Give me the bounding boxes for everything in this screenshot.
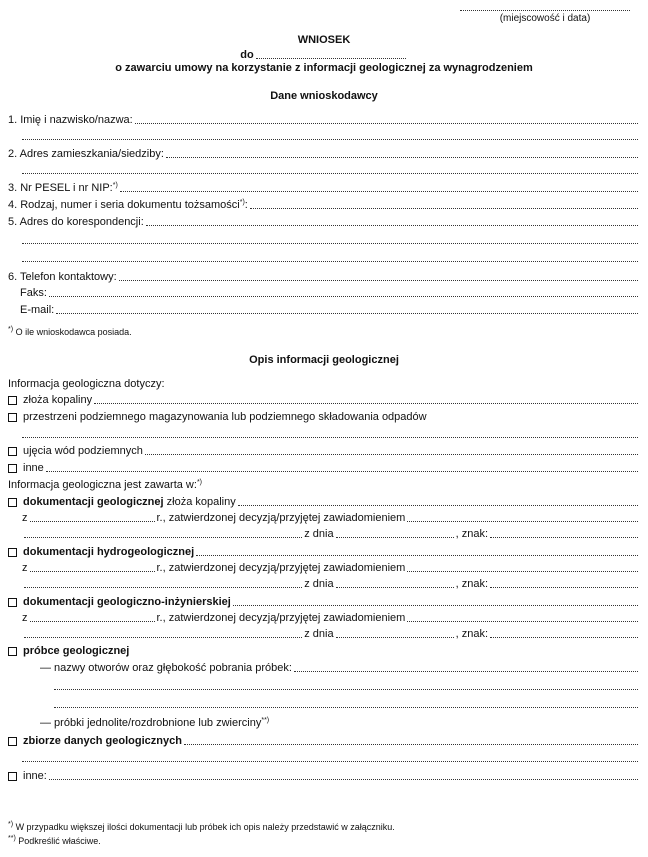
water-label: ujęcia wód podziemnych [23,445,143,457]
doc-geo-date-row [22,510,640,524]
pesel-field[interactable] [120,181,638,192]
storage-row [8,409,640,423]
address-field[interactable] [166,147,638,158]
address-label: 2. Adres zamieszkania/siedziby: [8,148,164,160]
form-subtitle: o zawarciu umowy na korzystanie z informacji geologicznej za wynagrodzeniem [115,62,533,74]
document-field[interactable] [250,198,638,209]
doc-eng-date-field[interactable] [336,627,454,638]
sample-label: próbce geologicznej [23,645,130,657]
sample-holes-label: — nazwy otworów oraz głębokość pobrania próbek: [40,662,292,674]
dataset-field-2[interactable] [22,751,638,762]
email-row [20,302,640,316]
name-label: 1. Imię i nazwisko/nazwa: [8,114,133,126]
storage-field[interactable] [22,427,638,438]
deposit-checkbox[interactable] [8,396,17,405]
pesel-label: 3. Nr PESEL i nr NIP:*) [8,182,118,194]
name-field-2[interactable] [22,129,638,140]
phone-field[interactable] [119,270,638,281]
sample-checkbox[interactable] [8,647,17,656]
footnote-1: *) W przypadku większej ilości dokumentacji lub próbek ich opis należy przedstawić w załączniku. [8,821,395,832]
doc-hydro-approved-field[interactable] [407,561,638,572]
applicant-heading: Dane wnioskodawcy [270,90,378,102]
doc-eng-approved-field[interactable] [407,611,638,622]
sample-holes-field[interactable] [294,661,638,672]
other-concern-row [8,460,640,474]
doc-geo-date-field[interactable] [336,527,454,538]
doc-eng-row [8,594,640,608]
doc-hydro-approved-label: r., zatwierdzonej decyzją/przyjętej zawiadomieniem [156,562,406,574]
other-field[interactable] [49,769,638,780]
doc-geo-sign-row [22,526,640,540]
dataset-row [8,733,640,747]
concerns-label: Informacja geologiczna dotyczy: [8,378,165,390]
other-concern-field[interactable] [46,461,638,472]
doc-eng-z-label: z [22,612,28,624]
dataset-row-2 [20,750,640,764]
correspondence-field-2[interactable] [22,233,638,244]
addressee-line [0,48,648,61]
dataset-checkbox[interactable] [8,737,17,746]
contained-row [8,477,640,491]
storage-label: przestrzeni podziemnego magazynowania lub podziemnego składowania odpadów [23,411,427,423]
contained-label: Informacja geologiczna jest zawarta w:*) [8,479,202,491]
doc-eng-sign-row [22,626,640,640]
addressee-label: do [240,49,254,61]
doc-geo-decision-field[interactable] [24,527,302,538]
sample-holes-row-2 [52,678,640,692]
doc-geo-znak-label: , znak: [455,528,488,540]
sample-holes-field-3[interactable] [54,697,638,708]
doc-hydro-year-field[interactable] [30,561,155,572]
doc-eng-date-row [22,610,640,624]
footnote-2: **) Podkreślić właściwe. [8,835,101,846]
doc-hydro-date-row [22,560,640,574]
sample-row [8,643,640,657]
place-date-block [460,2,630,24]
doc-geo-year-field[interactable] [30,511,155,522]
concerns-row [8,376,640,390]
name-field[interactable] [135,113,638,124]
correspondence-field-3[interactable] [22,251,638,262]
correspondence-row-2 [20,232,640,246]
other-concern-label: inne [23,462,44,474]
deposit-field[interactable] [94,393,638,404]
doc-hydro-znak-label: , znak: [455,578,488,590]
doc-eng-field[interactable] [233,595,638,606]
pesel-row [8,180,640,194]
water-field[interactable] [145,444,638,455]
addressee-field[interactable] [256,48,406,59]
doc-hydro-sign-row [22,576,640,590]
address-row [8,146,640,160]
other-row [8,768,640,782]
storage-checkbox[interactable] [8,413,17,422]
sample-holes-field-2[interactable] [54,679,638,690]
doc-eng-approved-label: r., zatwierdzonej decyzją/przyjętej zawiadomieniem [156,612,406,624]
deposit-label: złoża kopaliny [23,394,93,406]
name-row-2 [20,128,640,142]
dataset-field[interactable] [184,734,638,745]
fax-row [20,285,640,299]
doc-eng-zdnia-label: z dnia [304,628,334,640]
other-concern-checkbox[interactable] [8,464,17,473]
fax-field[interactable] [49,286,638,297]
doc-hydro-date-field[interactable] [336,577,454,588]
correspondence-row-3 [20,250,640,264]
doc-eng-znak-label: , znak: [455,628,488,640]
place-date-caption: (miejscowość i data) [499,13,591,24]
place-date-field[interactable] [460,2,630,11]
storage-row-2 [20,426,640,440]
sample-type-row [40,715,640,729]
correspondence-label: 5. Adres do korespondencji: [8,216,144,228]
doc-hydro-sign-field[interactable] [490,577,638,588]
info-heading: Opis informacji geologicznej [249,354,399,366]
document-row [8,197,640,211]
doc-hydro-zdnia-label: z dnia [304,578,334,590]
doc-hydro-z-label: z [22,562,28,574]
address-field-2[interactable] [22,163,638,174]
email-field[interactable] [56,303,638,314]
doc-hydro-field[interactable] [196,545,638,556]
other-checkbox[interactable] [8,772,17,781]
doc-eng-sign-field[interactable] [490,627,638,638]
other-label: inne: [23,770,47,782]
doc-hydro-label: dokumentacji hydrogeologicznej [23,546,195,558]
phone-label: 6. Telefon kontaktowy: [8,271,117,283]
water-checkbox[interactable] [8,447,17,456]
doc-geo-z-label: z [22,512,28,524]
dataset-label: zbiorze danych geologicznych [23,735,182,747]
address-row-2 [20,162,640,176]
deposit-row [8,392,640,406]
sample-holes-row-3 [52,696,640,710]
doc-hydro-row [8,544,640,558]
sample-type-label: — próbki jednolite/rozdrobnione lub zwierciny**) [40,717,270,729]
doc-geo-approved-label: r., zatwierdzonej decyzją/przyjętej zawiadomieniem [156,512,406,524]
form-title: WNIOSEK [297,34,351,46]
doc-geo-field[interactable] [238,495,638,506]
doc-geo-sign-field[interactable] [490,527,638,538]
doc-geo-approved-field[interactable] [407,511,638,522]
doc-geo-row [8,494,640,508]
doc-geo-label: dokumentacji geologicznej złoża kopaliny [23,496,236,508]
doc-eng-year-field[interactable] [30,611,155,622]
phone-row [8,269,640,283]
doc-hydro-decision-field[interactable] [24,577,302,588]
doc-geo-checkbox[interactable] [8,498,17,507]
correspondence-field[interactable] [146,215,638,226]
email-label: E-mail: [20,304,55,316]
applicant-footnote: *) O ile wnioskodawca posiada. [8,326,132,337]
doc-hydro-checkbox[interactable] [8,548,17,557]
doc-eng-label: dokumentacji geologiczno-inżynierskiej [23,596,231,608]
water-row [8,443,640,457]
name-row [8,112,640,126]
document-label: 4. Rodzaj, numer i seria dokumentu tożsamości*): [8,199,248,211]
doc-eng-decision-field[interactable] [24,627,302,638]
fax-label: Faks: [20,287,47,299]
sample-holes-row [40,660,640,674]
correspondence-row [8,214,640,228]
doc-geo-zdnia-label: z dnia [304,528,334,540]
doc-eng-checkbox[interactable] [8,598,17,607]
